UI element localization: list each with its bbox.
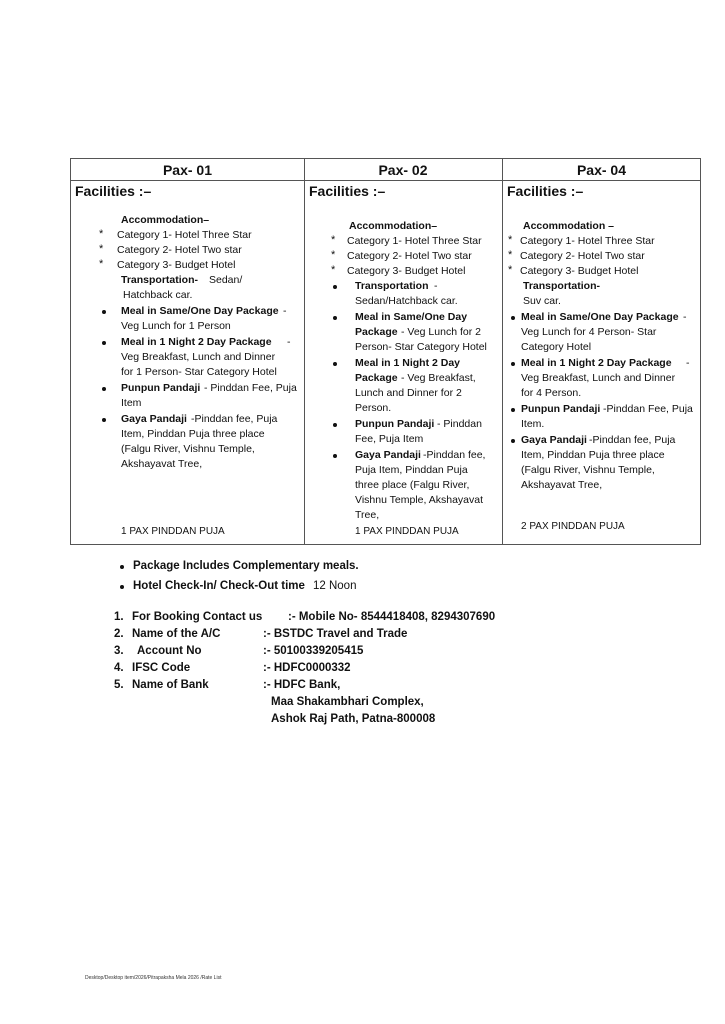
category-1: Category 1- Hotel Three Star: [117, 229, 252, 241]
facilities-label: Facilities :–: [507, 183, 584, 199]
dash: -: [686, 357, 690, 369]
contact-number: 3.: [114, 645, 124, 657]
star-bullet-icon: *: [331, 234, 336, 246]
checkin-label: Hotel Check-In/ Check-Out time: [133, 580, 305, 592]
meal-one-day-value: Veg Lunch for 1 Person: [121, 320, 231, 332]
meal-night-label: Meal in 1 Night 2 Day: [355, 357, 461, 369]
category-2: Category 2- Hotel Two star: [520, 250, 645, 262]
gaya-value: -Pinddan fee,: [423, 449, 486, 461]
meal-night-value-3: Person.: [355, 402, 392, 414]
gaya-value-5: Tree,: [355, 509, 380, 521]
column-pax-02: [305, 181, 502, 544]
contact-label: Name of the A/C: [132, 628, 221, 640]
facilities-label: Facilities :–: [75, 183, 152, 199]
meal-one-day-value: - Veg Lunch for 2: [401, 326, 481, 338]
star-bullet-icon: *: [331, 264, 336, 276]
contact-value: :- Mobile No- 8544418408, 8294307690: [288, 611, 496, 623]
gaya-value-2: Item, Pinddan Puja three place: [521, 449, 665, 461]
contact-number: 4.: [114, 662, 124, 674]
column-pax-01: [71, 181, 304, 544]
category-3: Category 3- Budget Hotel: [520, 265, 639, 277]
bullet-icon: [333, 454, 337, 458]
pinddan-footer: 2 PAX PINDDAN PUJA: [521, 521, 625, 532]
transportation-label: Transportation: [355, 280, 429, 292]
punpun-label: Punpun Pandaji: [121, 382, 201, 394]
file-path-footer: Desktop/Desktop item/2026/Pitrapaksha Mela 2026 /Rate List: [85, 975, 222, 981]
gaya-value-2: Item, Pinddan Puja three place: [121, 428, 265, 440]
bullet-icon: [511, 316, 515, 320]
gaya-value: -Pinddan fee, Puja: [191, 413, 278, 425]
header-pax-01: Pax- 01: [71, 159, 304, 181]
rate-table: [70, 158, 701, 545]
star-bullet-icon: *: [331, 249, 336, 261]
gaya-value-3: three place (Falgu River,: [355, 479, 470, 491]
bullet-icon: [511, 408, 515, 412]
contact-number: 5.: [114, 679, 124, 691]
dash: -: [287, 336, 291, 348]
bank-address-line: Ashok Raj Path, Patna-800008: [271, 713, 436, 725]
punpun-value-2: Fee, Puja Item: [355, 433, 424, 445]
bullet-icon: [102, 418, 106, 422]
punpun-label: Punpun Pandaji: [355, 418, 435, 430]
dash: -: [283, 305, 287, 317]
contact-value: :- BSTDC Travel and Trade: [263, 628, 408, 640]
bullet-icon: [102, 310, 106, 314]
meal-one-day-label: Meal in Same/One Day Package: [521, 311, 679, 323]
bullet-icon: [333, 423, 337, 427]
punpun-value: -Pinddan Fee, Puja: [603, 403, 693, 415]
gaya-value-4: Akshayavat Tree,: [521, 479, 603, 491]
bullet-icon: [120, 565, 124, 569]
meal-one-day-label: Meal in Same/One Day Package: [121, 305, 279, 317]
gaya-value-4: Vishnu Temple, Akshayavat: [355, 494, 484, 506]
punpun-label: Punpun Pandaji: [521, 403, 601, 415]
transportation-label: Transportation-: [121, 274, 199, 286]
bullet-icon: [102, 341, 106, 345]
bullet-icon: [333, 362, 337, 366]
dash: -: [434, 280, 438, 292]
contact-value: :- HDFC0000332: [263, 662, 351, 674]
bank-address-line: Maa Shakambhari Complex,: [271, 696, 424, 708]
contact-label: For Booking Contact us: [132, 611, 263, 623]
accommodation-label: Accommodation–: [121, 214, 210, 226]
meal-night-value-2: for 4 Person.: [521, 387, 582, 399]
gaya-value-2: Puja Item, Pinddan Puja: [355, 464, 468, 476]
meal-one-day-value: Veg Lunch for 4 Person- Star: [521, 326, 657, 338]
contact-label: Name of Bank: [132, 679, 209, 691]
gaya-value-3: (Falgu River, Vishnu Temple,: [521, 464, 655, 476]
accommodation-label: Accommodation –: [523, 220, 615, 232]
category-2: Category 2- Hotel Two star: [117, 244, 242, 256]
star-bullet-icon: *: [99, 258, 104, 270]
meal-night-value-2: Lunch and Dinner for 2: [355, 387, 462, 399]
meal-one-day-value-2: Person- Star Category Hotel: [355, 341, 487, 353]
punpun-value-2: Item: [121, 397, 142, 409]
header-pax-02: Pax- 02: [304, 159, 502, 181]
bullet-icon: [102, 387, 106, 391]
pinddan-footer: 1 PAX PINDDAN PUJA: [355, 526, 459, 537]
gaya-value: -Pinddan fee, Puja: [589, 434, 676, 446]
contact-value: :- 50100339205415: [263, 645, 364, 657]
column-pax-04: [503, 181, 701, 544]
bullet-icon: [511, 439, 515, 443]
meal-night-value: - Veg Breakfast,: [401, 372, 476, 384]
star-bullet-icon: *: [508, 249, 513, 261]
pinddan-footer: 1 PAX PINDDAN PUJA: [121, 526, 225, 537]
checkin-time: 12 Noon: [313, 580, 357, 592]
meal-night-value: Veg Breakfast, Lunch and Dinner: [121, 351, 276, 363]
category-1: Category 1- Hotel Three Star: [520, 235, 655, 247]
bullet-icon: [511, 362, 515, 366]
punpun-value-2: Item.: [521, 418, 545, 430]
contact-label: Account No: [137, 645, 202, 657]
bullet-icon: [120, 585, 124, 589]
star-bullet-icon: *: [99, 228, 104, 240]
facilities-label: Facilities :–: [309, 183, 386, 199]
gaya-label: Gaya Pandaji: [521, 434, 587, 446]
package-label: Package: [355, 326, 398, 338]
meal-night-label: Meal in 1 Night 2 Day Package: [521, 357, 672, 369]
category-3: Category 3- Budget Hotel: [347, 265, 466, 277]
contact-value: :- HDFC Bank,: [263, 679, 341, 691]
punpun-value: - Pinddan Fee, Puja: [204, 382, 297, 394]
contact-label: IFSC Code: [132, 662, 191, 674]
star-bullet-icon: *: [508, 264, 513, 276]
dash: -: [683, 311, 687, 323]
transportation-value: Sedan/: [209, 274, 243, 286]
gaya-label: Gaya Pandaji: [121, 413, 187, 425]
contact-number: 2.: [114, 628, 124, 640]
complementary-meals-note: Package Includes Complementary meals.: [133, 560, 359, 572]
gaya-label: Gaya Pandaji: [355, 449, 421, 461]
punpun-value: - Pinddan: [437, 418, 482, 430]
category-2: Category 2- Hotel Two star: [347, 250, 472, 262]
accommodation-label: Accommodation–: [349, 220, 438, 232]
gaya-value-4: Akshayavat Tree,: [121, 458, 203, 470]
meal-one-day-label: Meal in Same/One Day: [355, 311, 468, 323]
category-1: Category 1- Hotel Three Star: [347, 235, 482, 247]
meal-one-day-value-2: Category Hotel: [521, 341, 592, 353]
package-label: Package: [355, 372, 398, 384]
meal-night-value: Veg Breakfast, Lunch and Dinner: [521, 372, 676, 384]
transportation-value: Suv car.: [523, 295, 561, 307]
meal-night-value-2: for 1 Person- Star Category Hotel: [121, 366, 277, 378]
bullet-icon: [333, 285, 337, 289]
bullet-icon: [333, 316, 337, 320]
meal-night-label: Meal in 1 Night 2 Day Package: [121, 336, 272, 348]
transportation-label: Transportation-: [523, 280, 601, 292]
gaya-value-3: (Falgu River, Vishnu Temple,: [121, 443, 255, 455]
transportation-value-2: Hatchback car.: [123, 289, 193, 301]
category-3: Category 3- Budget Hotel: [117, 259, 236, 271]
header-pax-04: Pax- 04: [502, 159, 701, 181]
transportation-value: Sedan/Hatchback car.: [355, 295, 458, 307]
contact-number: 1.: [114, 611, 124, 623]
star-bullet-icon: *: [99, 243, 104, 255]
star-bullet-icon: *: [508, 234, 513, 246]
